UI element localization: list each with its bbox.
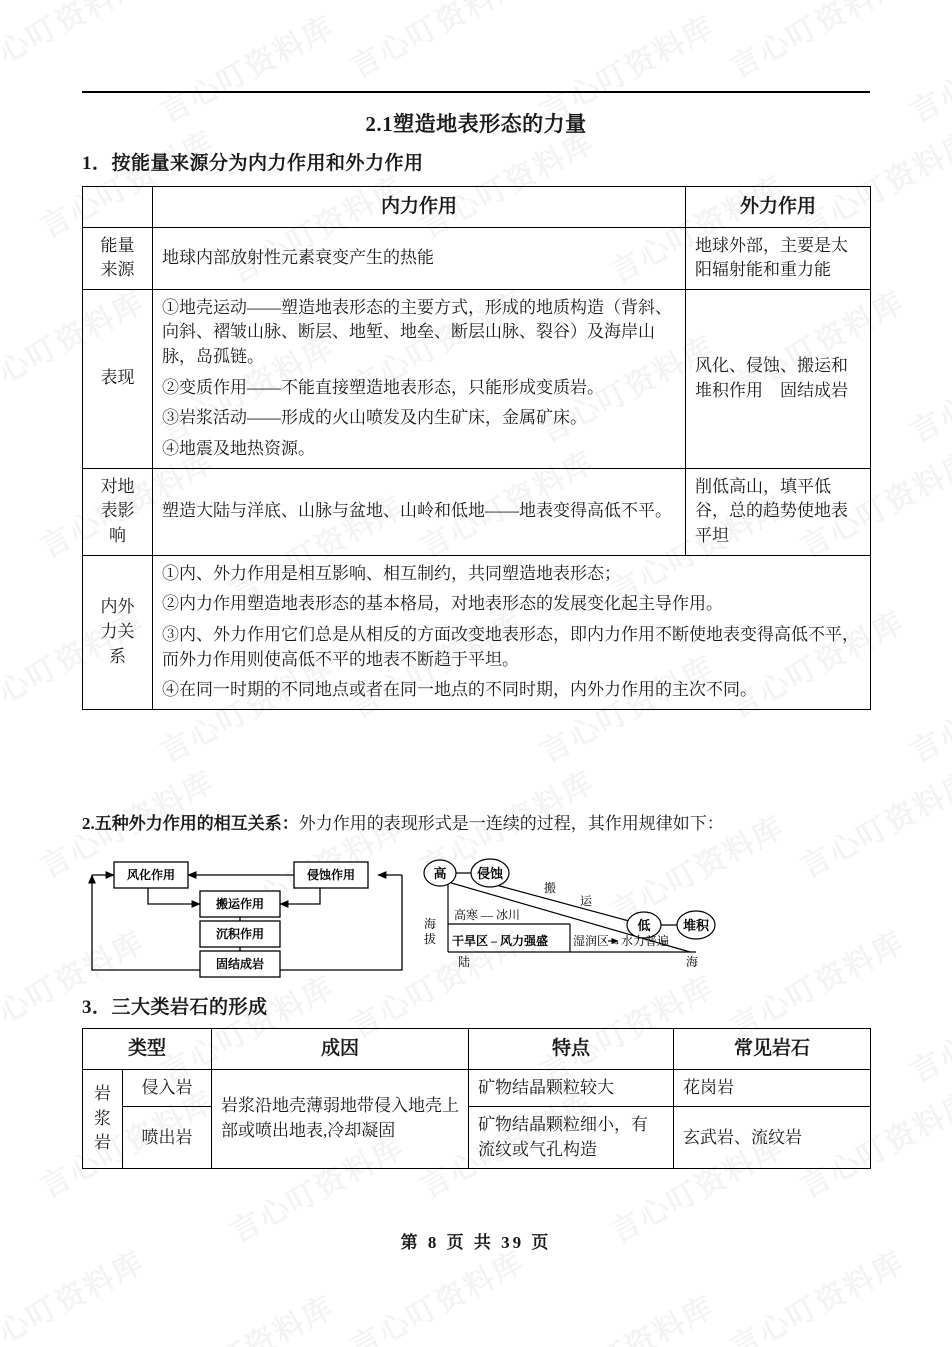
table-row bbox=[83, 1069, 871, 1107]
row-group-magmatic-rock bbox=[83, 1069, 123, 1169]
paragraph: 地球外部，主要是太阳辐射能和重力能 bbox=[695, 235, 848, 280]
table-row bbox=[83, 468, 871, 555]
table-row bbox=[83, 555, 871, 709]
exogenic-cycle-diagram bbox=[88, 852, 406, 980]
row-label-energy-source bbox=[83, 227, 153, 289]
section-2-heading-rest: 外力作用的表现形式是一连续的过程，其作用规律如下： bbox=[298, 814, 724, 833]
label-line: 岩 bbox=[94, 1084, 111, 1104]
cell-rocks-intrusive: 花岗岩 bbox=[674, 1069, 871, 1107]
node-label-weathering: 风化作用 bbox=[126, 868, 176, 882]
cell-relationship-content bbox=[153, 555, 871, 709]
section-2-heading bbox=[82, 812, 872, 836]
label-land: 陆 bbox=[458, 955, 471, 969]
table-row bbox=[83, 227, 871, 289]
label-line: 对地 bbox=[100, 476, 135, 496]
paragraph: ①内、外力作用是相互影响、相互制约，共同塑造地表形态； bbox=[162, 563, 621, 583]
label-high: 高 bbox=[433, 866, 447, 881]
node-label-lithification: 固结成岩 bbox=[215, 957, 265, 971]
table2-header-type: 类型 bbox=[83, 1029, 212, 1070]
cell-rocks-extrusive: 玄武岩、流纹岩 bbox=[674, 1107, 871, 1169]
paragraph: ③岩浆活动——形成的火山喷发及内生矿床，金属矿床。 bbox=[162, 408, 587, 428]
label-erosion: 侵蚀 bbox=[476, 866, 504, 881]
paragraph: ②内力作用塑造地表形态的基本格局，对地表形态的发展变化起主导作用。 bbox=[162, 594, 723, 614]
label-line: 响 bbox=[109, 525, 126, 545]
cell-feature-extrusive: 矿物结晶颗粒细小，有流纹或气孔构造 bbox=[469, 1107, 674, 1169]
paragraph: ③内、外力作用它们总是从相反的方面改变地表形态，即内力作用不断使地表变得高低不平，而外力作用则使高低不平的地表不断趋于平坦。 bbox=[162, 624, 859, 669]
label-line: 浆 bbox=[94, 1108, 111, 1128]
cell-energy-source-external bbox=[686, 227, 871, 289]
table2-header-feature: 特点 bbox=[469, 1029, 674, 1070]
paragraph: 地球内部放射性元素衰变产生的热能 bbox=[162, 247, 434, 267]
cell-subtype-intrusive: 侵入岩 bbox=[123, 1069, 212, 1107]
paragraph: ①地壳运动——塑造地表形态的主要方式，形成的地质构造（背斜、向斜、褶皱山脉、断层、地堑、地垒、断层山脉、裂谷）及海岸山脉，岛孤链。 bbox=[162, 297, 672, 367]
paragraph: 风化、侵蚀、搬运和堆积作用 固结成岩 bbox=[695, 356, 848, 400]
label-sea: 海 bbox=[686, 955, 699, 969]
label-altitude-line-1: 海 bbox=[423, 917, 437, 931]
cell-subtype-extrusive: 喷出岩 bbox=[123, 1107, 212, 1169]
cell-energy-source-internal bbox=[153, 227, 686, 289]
label-line: 内外 bbox=[100, 597, 135, 617]
label-line: 力关 bbox=[100, 621, 135, 641]
cell-manifestation-external bbox=[686, 289, 871, 468]
paragraph: 削低高山，填平低谷，总的趋势使地表平坦 bbox=[695, 476, 848, 545]
table1-header-blank bbox=[83, 187, 153, 228]
section-3-heading: 3．三大类岩石的形成 bbox=[82, 997, 268, 1018]
table1-header-internal: 内力作用 bbox=[153, 187, 686, 228]
paragraph: ④地震及地热资源。 bbox=[162, 439, 315, 459]
paragraph: ④在同一时期的不同地点或者在同一地点的不同时期，内外力作用的主次不同。 bbox=[162, 680, 757, 700]
label-low: 低 bbox=[637, 918, 651, 933]
table2-header-cause: 成因 bbox=[212, 1029, 469, 1070]
label-cold-glacier: 高寒 — 冰川 bbox=[454, 908, 521, 922]
node-label-deposition: 沉积作用 bbox=[215, 927, 265, 941]
altitude-zonation-diagram bbox=[418, 852, 736, 980]
label-arid-zone: 干旱区 – 风力强盛 bbox=[452, 934, 549, 948]
cell-cause-magmatic: 岩浆沿地壳薄弱地带侵入地壳上部或喷出地表,冷却凝固 bbox=[212, 1069, 469, 1169]
page-title: 2.1塑造地表形态的力量 bbox=[365, 112, 587, 136]
label-line: 来源 bbox=[100, 260, 135, 280]
table2-header-rocks: 常见岩石 bbox=[674, 1029, 871, 1070]
cell-surface-impact-external bbox=[686, 468, 871, 555]
page-footer: 第 8 页 共 39 页 bbox=[400, 1233, 552, 1252]
label-line: 系 bbox=[109, 646, 126, 666]
label-line: 岩 bbox=[94, 1133, 111, 1153]
section-2-heading-bold: 2.五种外力作用的相互关系： bbox=[82, 814, 299, 833]
table-header-row bbox=[83, 1029, 871, 1070]
paragraph: 塑造大陆与洋底、山脉与盆地、山岭和低地——地表变得高低不平。 bbox=[162, 501, 672, 521]
rock-types-table bbox=[82, 1028, 871, 1169]
label-transport-2: 运 bbox=[579, 894, 593, 908]
table-row bbox=[83, 1107, 871, 1169]
label-line: 表现 bbox=[100, 368, 135, 388]
row-label-surface-impact bbox=[83, 468, 153, 555]
cell-feature-intrusive: 矿物结晶颗粒较大 bbox=[469, 1069, 674, 1107]
node-label-erosion: 侵蚀作用 bbox=[306, 868, 356, 882]
label-deposition: 堆积 bbox=[682, 918, 710, 933]
cell-surface-impact-internal bbox=[153, 468, 686, 555]
label-transport-1: 搬 bbox=[543, 881, 557, 895]
paragraph: ②变质作用——不能直接塑造地表形态，只能形成变质岩。 bbox=[162, 377, 604, 397]
table-row bbox=[83, 289, 871, 468]
header-rule bbox=[82, 91, 870, 93]
label-humid-zone: 湿润区→水力普遍 bbox=[573, 934, 670, 948]
forces-table bbox=[82, 186, 871, 710]
label-line: 能量 bbox=[100, 235, 135, 255]
table-header-row bbox=[83, 187, 871, 228]
row-label-manifestation bbox=[83, 289, 153, 468]
label-line: 表影 bbox=[100, 501, 135, 521]
cell-manifestation-internal bbox=[153, 289, 686, 468]
row-label-relationship bbox=[83, 555, 153, 709]
node-label-transport: 搬运作用 bbox=[215, 897, 265, 911]
label-altitude-line-2: 拔 bbox=[423, 932, 437, 946]
section-1-heading: 1．按能量来源分为内力作用和外力作用 bbox=[82, 153, 424, 174]
table1-header-external: 外力作用 bbox=[686, 187, 871, 228]
